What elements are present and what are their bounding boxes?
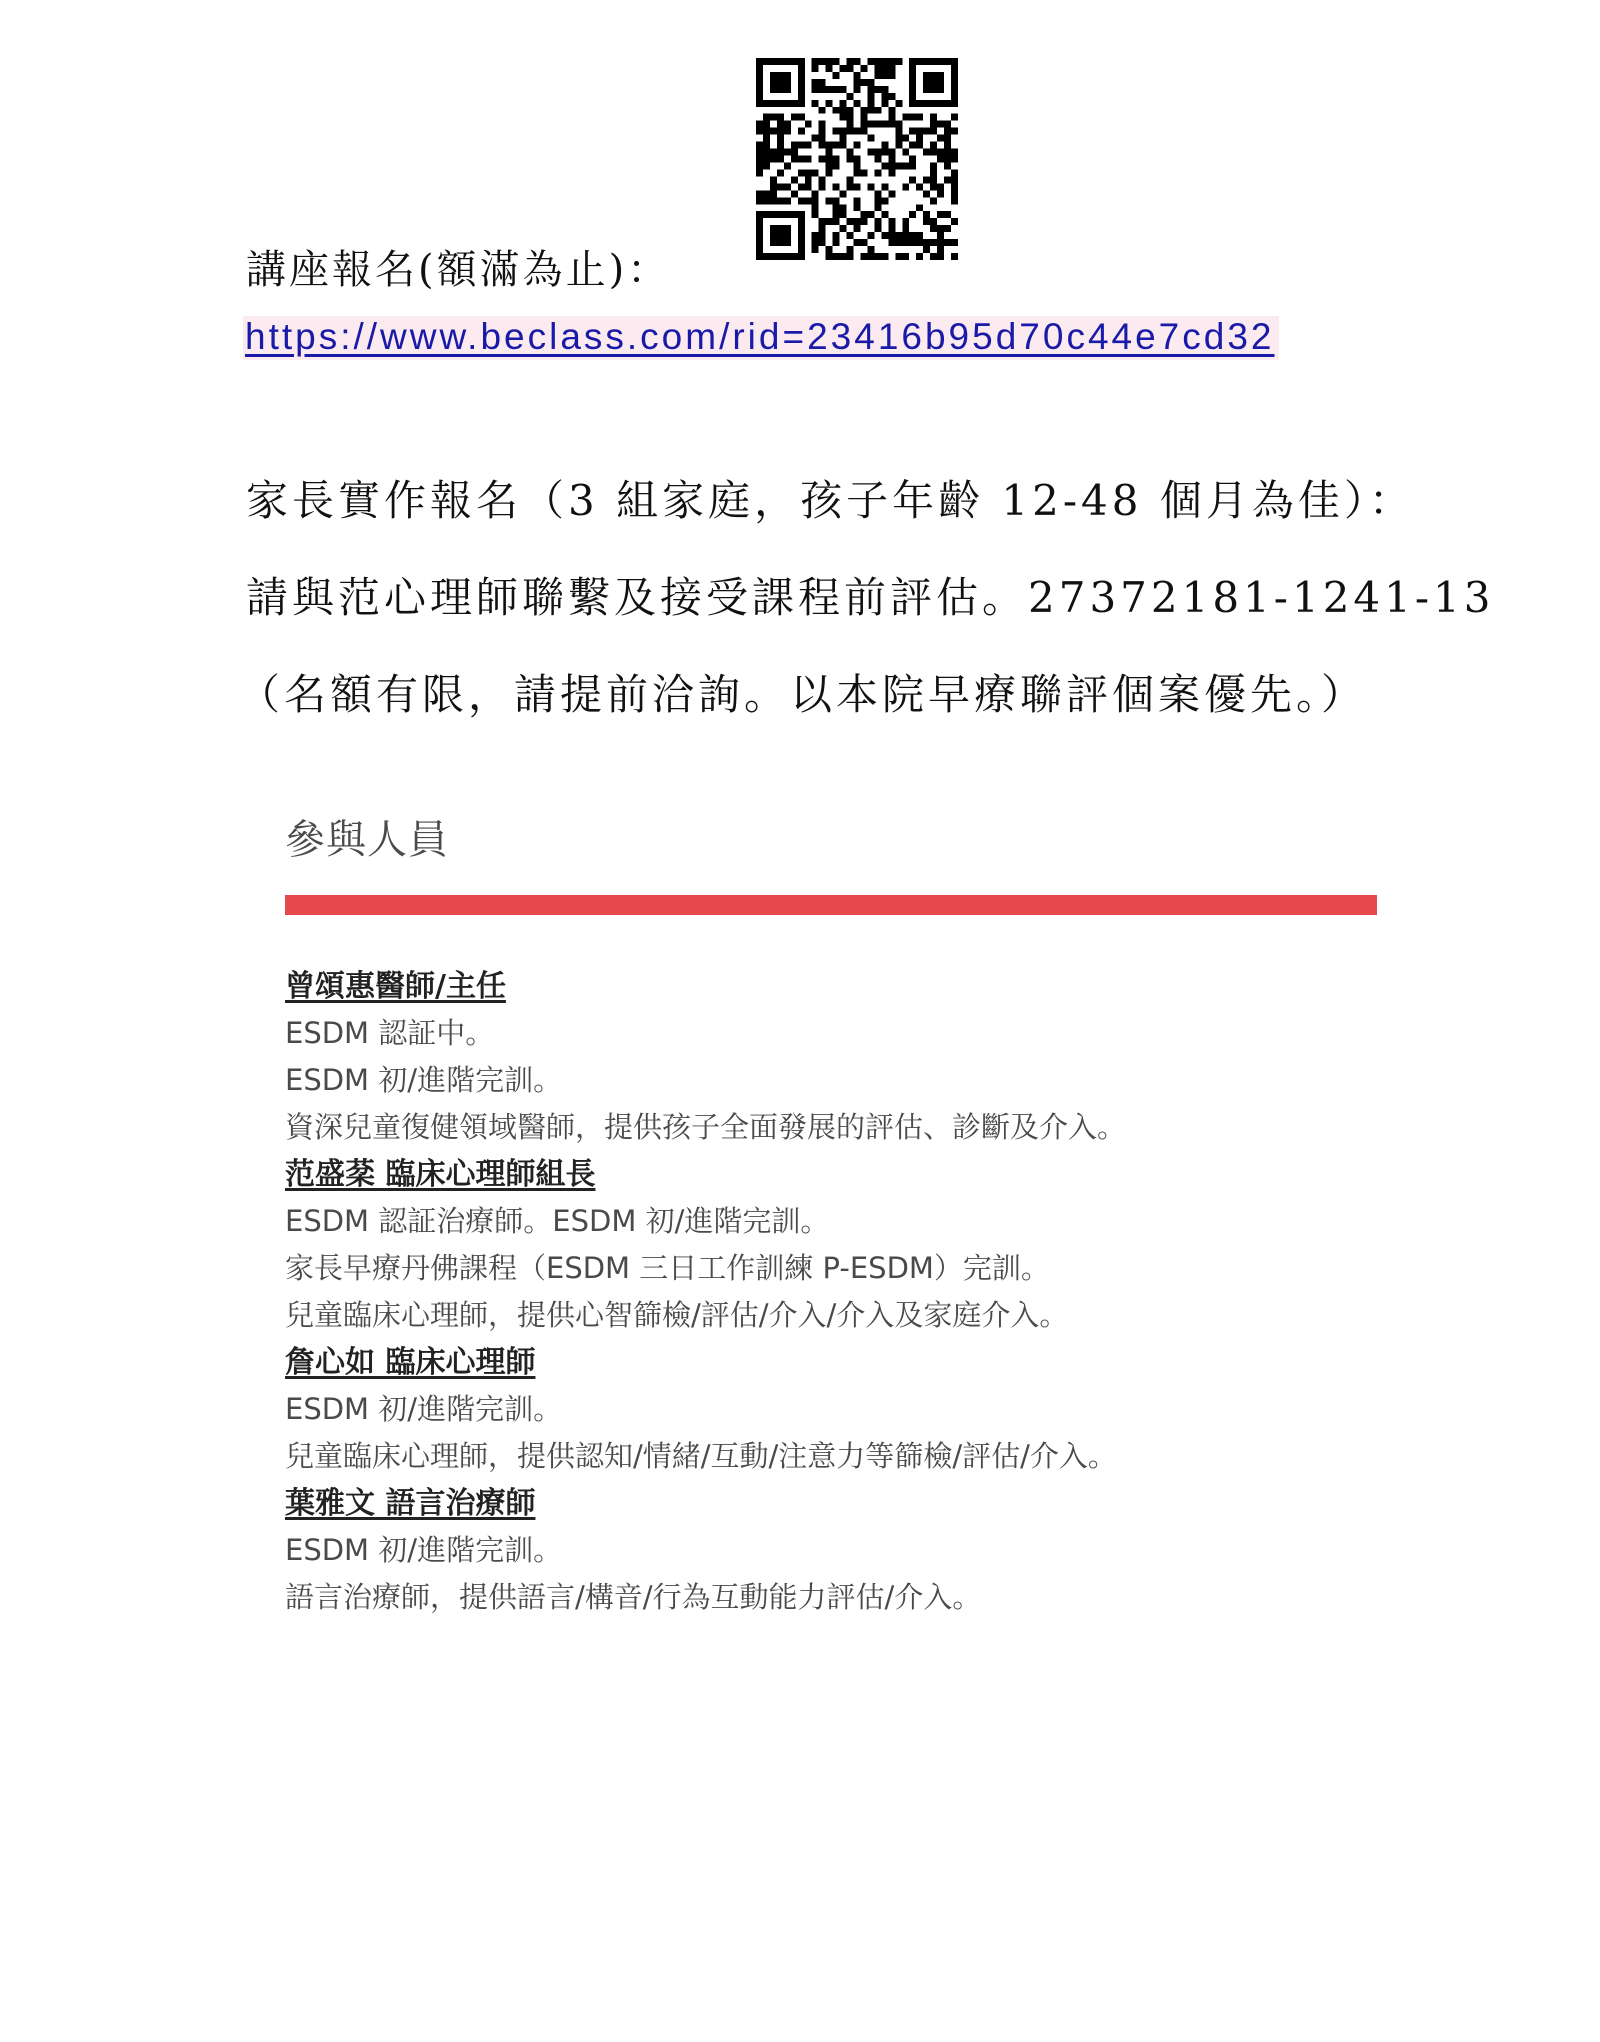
member-block xyxy=(285,1339,1435,1480)
member-detail: ESDM 認証治療師。ESDM 初/進階完訓。 xyxy=(285,1204,830,1238)
parent-practice-note: （名額有限，請提前洽詢。以本院早療聯評個案優先。） xyxy=(238,670,1368,719)
member-detail: 兒童臨床心理師，提供心智篩檢/評估/介入/介入及家庭介入。 xyxy=(285,1298,1069,1332)
qr-code-icon xyxy=(756,58,958,260)
parent-practice-section xyxy=(238,476,1546,767)
team-title: 參與人員 xyxy=(285,817,449,863)
member-detail: 資深兒童復健領域醫師，提供孩子全面發展的評估、診斷及介入。 xyxy=(285,1110,1127,1144)
member-name: 范盛棻 臨床心理師組長 xyxy=(285,1157,596,1192)
member-detail: 兒童臨床心理師，提供認知/情緒/互動/注意力等篩檢/評估/介入。 xyxy=(285,1439,1117,1473)
parent-practice-heading: 家長實作報名（3 組家庭，孩子年齡 12-48 個月為佳）： xyxy=(246,476,1415,525)
member-detail: ESDM 初/進階完訓。 xyxy=(285,1392,563,1426)
team-divider-bar xyxy=(285,895,1377,915)
qr-code-graphic xyxy=(756,58,958,260)
registration-label: 講座報名(額滿為止)： xyxy=(246,247,671,293)
registration-link[interactable]: https://www.beclass.com/rid=23416b95d70c44e7cd32 xyxy=(243,316,1279,360)
member-detail: ESDM 初/進階完訓。 xyxy=(285,1063,563,1097)
member-detail: ESDM 初/進階完訓。 xyxy=(285,1533,563,1567)
member-block xyxy=(285,963,1435,1151)
member-block xyxy=(285,1480,1435,1621)
member-name: 葉雅文 語言治療師 xyxy=(285,1486,536,1521)
team-section xyxy=(285,815,1385,1614)
parent-practice-contact: 請與范心理師聯繫及接受課程前評估。27372181-1241-13 xyxy=(246,573,1495,622)
member-name: 曾頌惠醫師/主任 xyxy=(285,969,506,1004)
member-block xyxy=(285,1151,1435,1339)
member-detail: ESDM 認証中。 xyxy=(285,1016,495,1050)
member-detail: 家長早療丹佛課程（ESDM 三日工作訓練 P-ESDM）完訓。 xyxy=(285,1251,1050,1285)
member-list xyxy=(285,963,1435,1621)
member-detail: 語言治療師，提供語言/構音/行為互動能力評估/介入。 xyxy=(285,1580,982,1614)
member-name: 詹心如 臨床心理師 xyxy=(285,1345,536,1380)
